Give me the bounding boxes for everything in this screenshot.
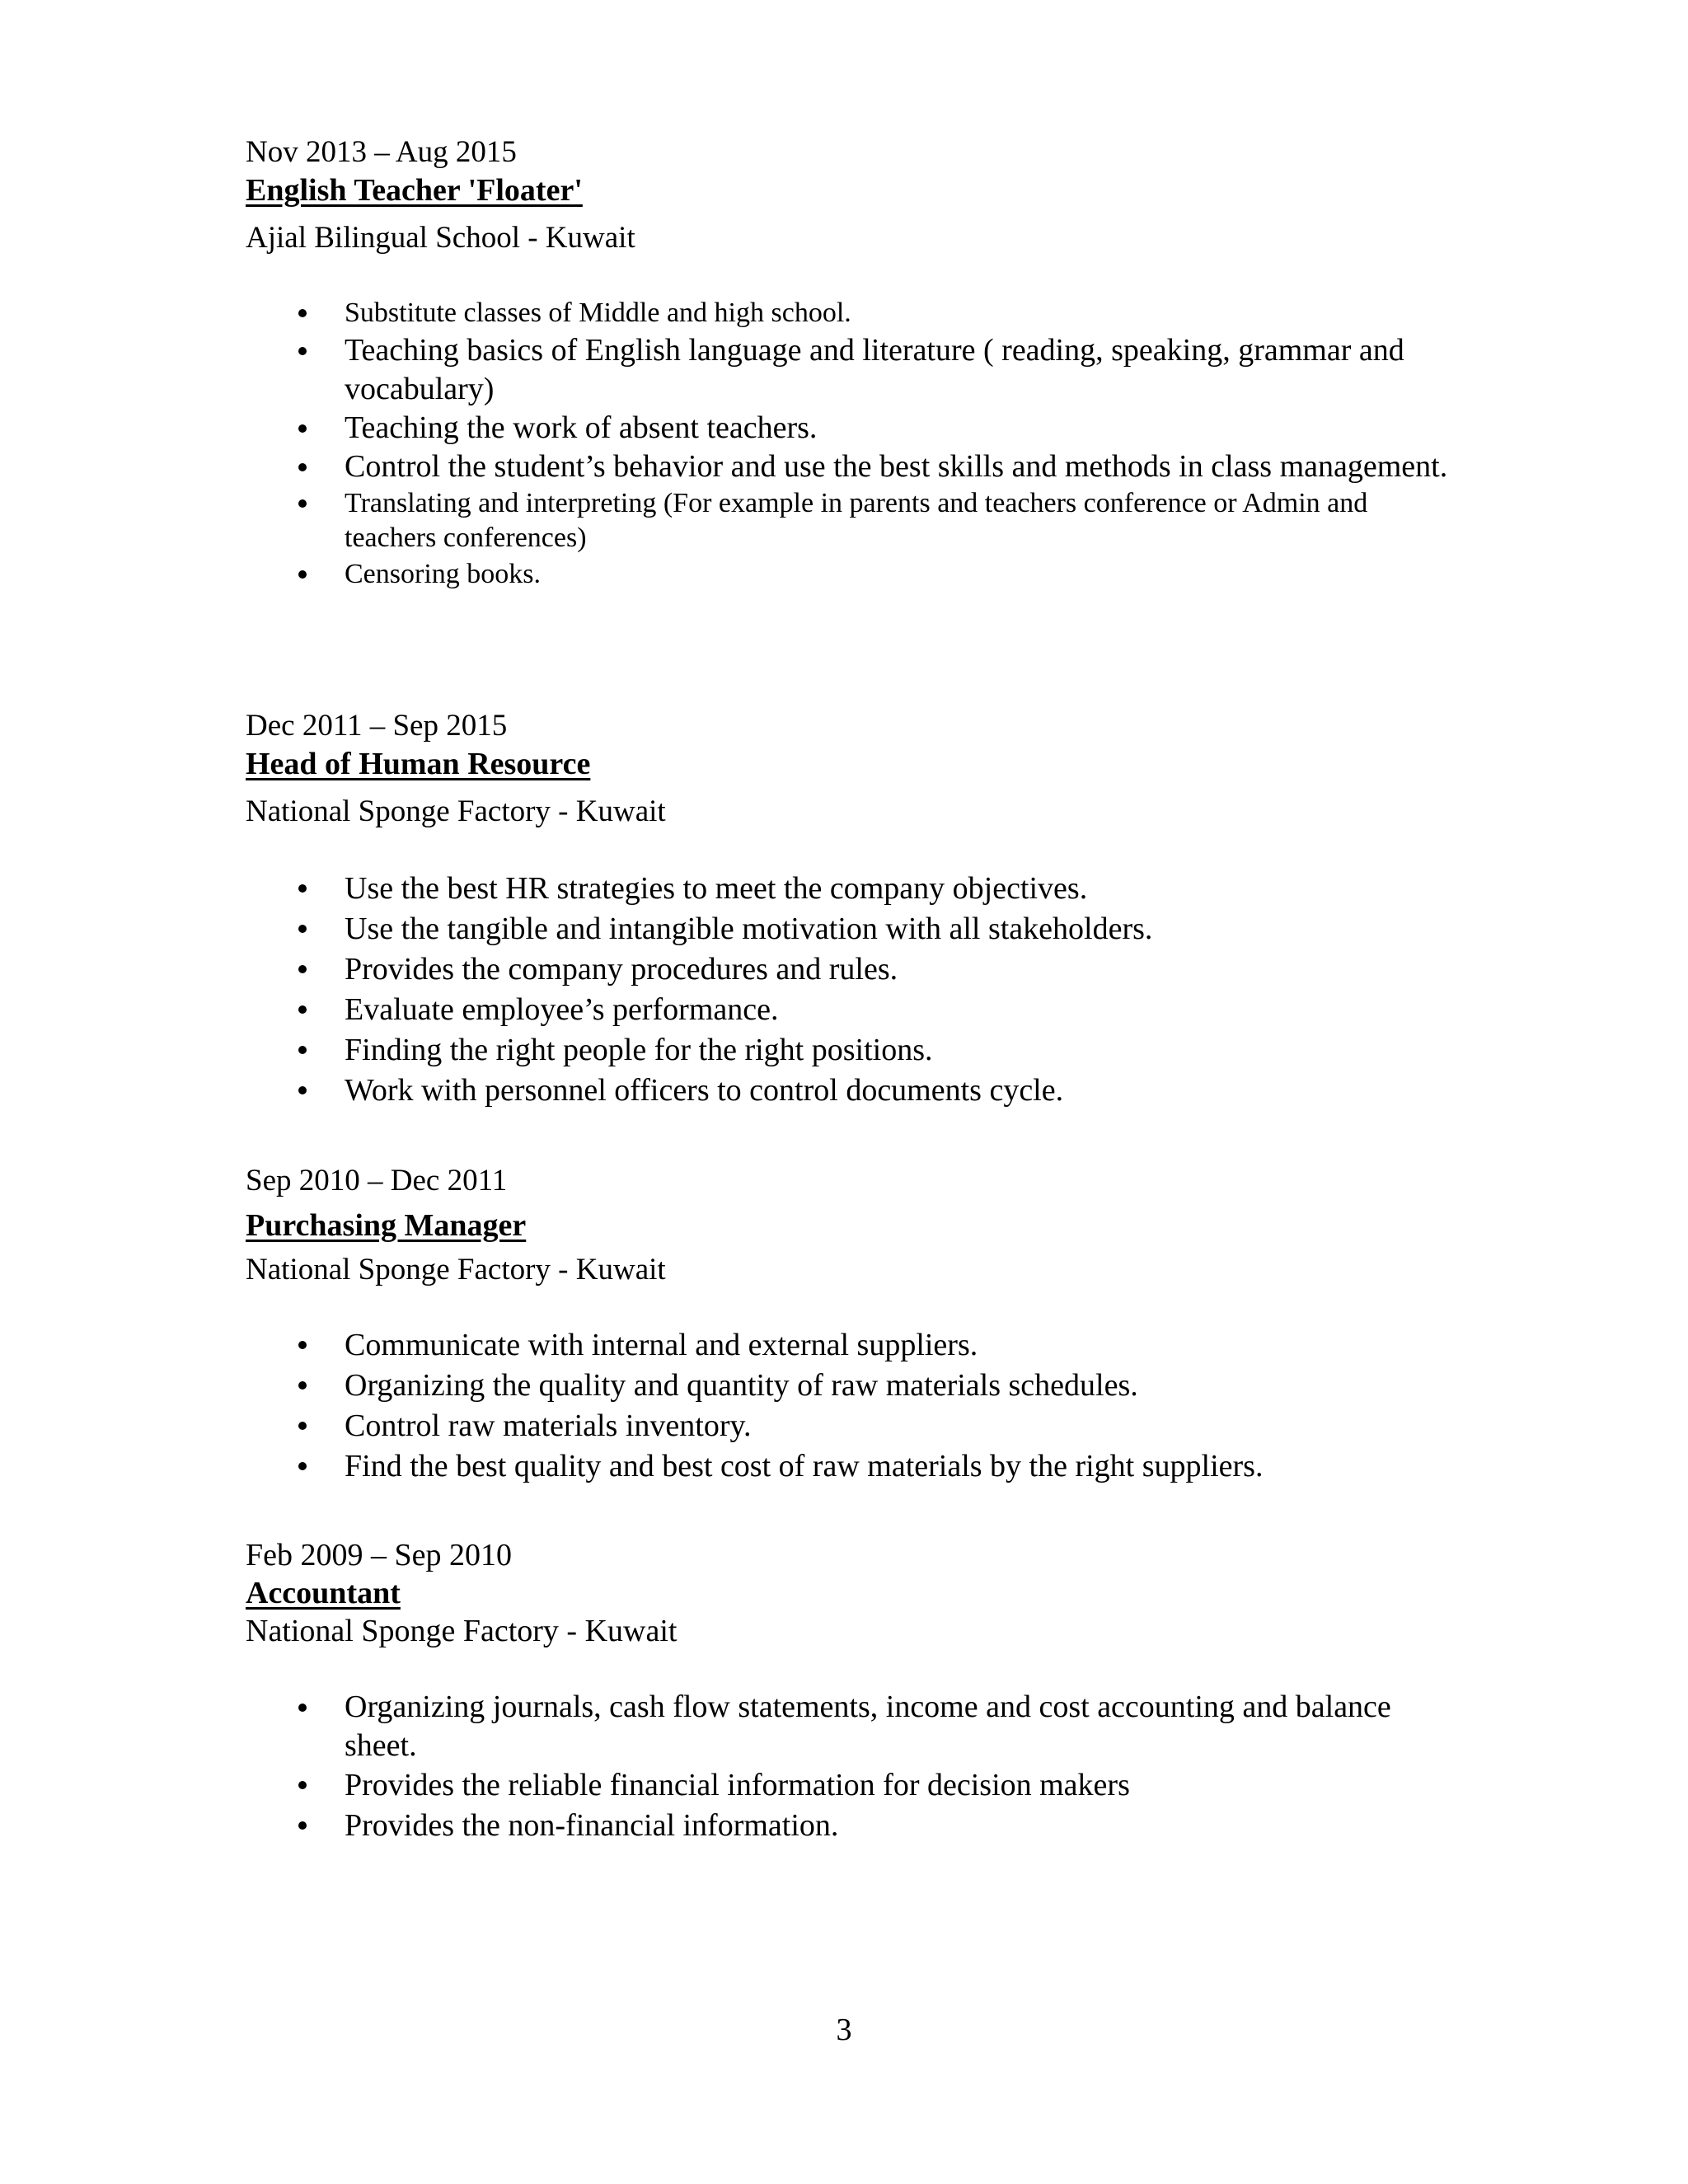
job-head-of-hr: [246, 707, 1449, 1111]
duty-text: Use the tangible and intangible motivation with all stakeholders.: [345, 912, 1153, 946]
list-item: [246, 1406, 1449, 1446]
list-item: [246, 1806, 1449, 1846]
job-company: National Sponge Factory - Kuwait: [246, 1614, 678, 1648]
list-item: [246, 448, 1449, 486]
duty-text: Organizing journals, cash flow statements, income and cost accounting and balance sheet.: [345, 1690, 1391, 1763]
job-duties-list: [246, 1688, 1449, 1846]
bullet-icon: [298, 347, 307, 355]
job-title: Purchasing Manager: [246, 1208, 527, 1243]
list-item: [246, 949, 1449, 990]
duty-text: Find the best quality and best cost of raw materials by the right suppliers.: [345, 1449, 1264, 1483]
list-item: [246, 486, 1449, 555]
list-item: [246, 909, 1449, 949]
bullet-icon: [298, 309, 307, 317]
job-duties-list: [246, 1325, 1449, 1487]
duty-text: Control the student’s behavior and use the best skills and methods in class management.: [345, 449, 1448, 484]
bullet-icon: [298, 1422, 307, 1430]
duty-text: Evaluate employee’s performance.: [345, 992, 779, 1027]
duty-text: Provides the reliable financial information for decision makers: [345, 1768, 1130, 1802]
bullet-icon: [298, 1046, 307, 1054]
bullet-icon: [298, 1341, 307, 1349]
job-title: English Teacher 'Floater': [246, 173, 583, 208]
list-item: [246, 555, 1449, 593]
job-company: Ajial Bilingual School - Kuwait: [246, 221, 635, 255]
bullet-icon: [298, 1781, 307, 1789]
page-number: 3: [836, 2013, 852, 2047]
list-item: [246, 1030, 1449, 1071]
job-english-teacher: [246, 134, 1449, 593]
duty-text: Control raw materials inventory.: [345, 1408, 752, 1443]
job-date: Dec 2011 – Sep 2015: [246, 709, 508, 743]
duty-text: Provides the non-financial information.: [345, 1808, 839, 1843]
duty-text: Work with personnel officers to control documents cycle.: [345, 1073, 1064, 1108]
duty-text: Censoring books.: [345, 559, 541, 589]
duty-text: Use the best HR strategies to meet the company objectives.: [345, 871, 1088, 906]
bullet-icon: [298, 884, 307, 893]
list-item: [246, 1765, 1449, 1806]
job-date: Sep 2010 – Dec 2011: [246, 1164, 508, 1197]
duty-text: Provides the company procedures and rules.: [345, 952, 898, 987]
job-title: Accountant: [246, 1576, 401, 1610]
job-duties-list: [246, 295, 1449, 593]
bullet-icon: [298, 499, 307, 508]
list-item: [246, 1688, 1449, 1765]
job-purchasing-manager: [246, 1162, 1449, 1487]
job-company: National Sponge Factory - Kuwait: [246, 794, 666, 828]
bullet-icon: [298, 925, 307, 933]
bullet-icon: [298, 1086, 307, 1094]
duty-text: Communicate with internal and external suppliers.: [345, 1328, 978, 1362]
bullet-icon: [298, 463, 307, 471]
job-accountant: [246, 1536, 1449, 1846]
job-company: National Sponge Factory - Kuwait: [246, 1253, 666, 1286]
bullet-icon: [298, 1821, 307, 1830]
duty-text: Finding the right people for the right positions.: [345, 1033, 933, 1067]
duty-text: Teaching basics of English language and literature ( reading, speaking, grammar and vocabulary): [345, 333, 1404, 406]
list-item: [246, 331, 1449, 409]
list-item: [246, 1071, 1449, 1111]
bullet-icon: [298, 570, 307, 579]
bullet-icon: [298, 1381, 307, 1390]
bullet-icon: [298, 1704, 307, 1712]
duty-text: Translating and interpreting (For example in parents and teachers conference or Admin and teachers conferences): [345, 488, 1368, 553]
list-item: [246, 1366, 1449, 1406]
list-item: [246, 1325, 1449, 1366]
list-item: [246, 990, 1449, 1030]
list-item: [246, 295, 1449, 331]
job-title: Head of Human Resource: [246, 747, 591, 781]
list-item: [246, 409, 1449, 448]
job-date: Nov 2013 – Aug 2015: [246, 135, 517, 169]
job-date: Feb 2009 – Sep 2010: [246, 1538, 512, 1572]
duty-text: Substitute classes of Middle and high school.: [345, 298, 851, 328]
job-duties-list: [246, 869, 1449, 1111]
list-item: [246, 1446, 1449, 1487]
list-item: [246, 869, 1449, 909]
bullet-icon: [298, 424, 307, 433]
bullet-icon: [298, 1462, 307, 1470]
duty-text: Teaching the work of absent teachers.: [345, 410, 818, 445]
bullet-icon: [298, 1005, 307, 1014]
bullet-icon: [298, 965, 307, 973]
duty-text: Organizing the quality and quantity of raw materials schedules.: [345, 1368, 1138, 1403]
